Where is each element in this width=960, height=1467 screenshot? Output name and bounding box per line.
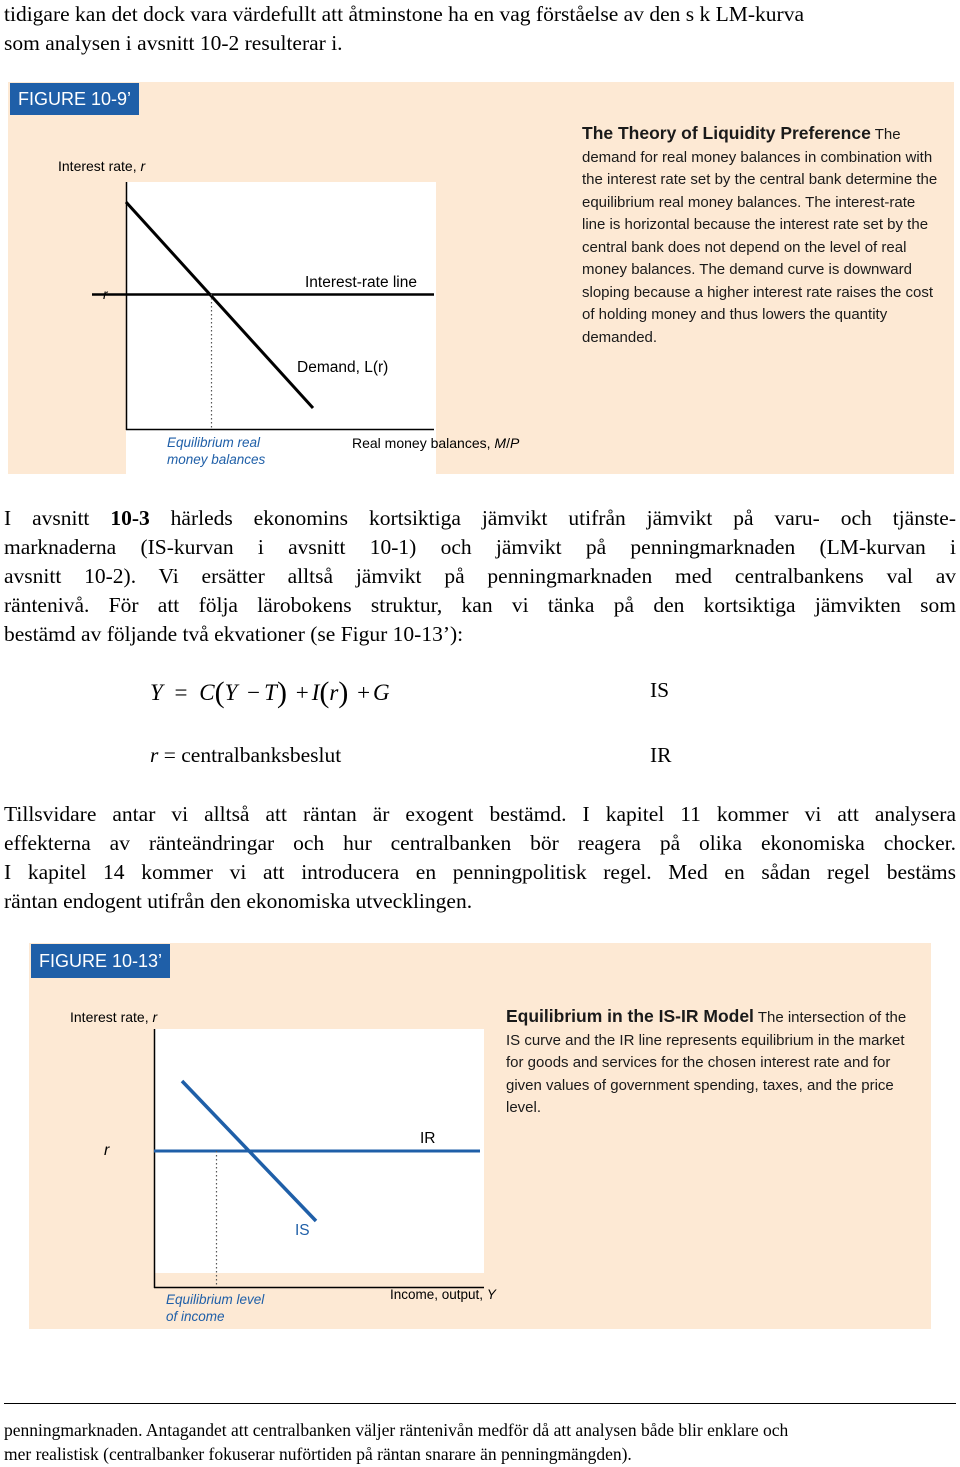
equilibrium-note: Equilibrium level of income — [166, 1292, 265, 1324]
para1-line-2: marknaderna (IS-kurvan i avsnitt 10-1) och jämvikt på penningmarknaden (LM-kurvan i — [4, 535, 956, 559]
x-axis-label: Real money balances, M/P — [352, 435, 520, 451]
ir-equation: r = centralbanksbeslut — [150, 743, 342, 767]
r-tick-label: r — [104, 1142, 110, 1159]
is-curve-label: IS — [295, 1222, 310, 1239]
is-ir-chart — [29, 943, 931, 1329]
figure-tag: FIGURE 10-13’ — [31, 944, 170, 978]
ir-equation-label: IR — [650, 743, 672, 767]
footnote-line-2: mer realistisk (centralbanker fokuserar nuförtiden på räntan snarare än penningmängden). — [4, 1444, 632, 1464]
para1-line-5: bestämd av följande två ekvationer (se Figur 10-13’): — [4, 622, 464, 646]
r-tick-label: r — [103, 286, 108, 302]
para2-line-1: Tillsvidare antar vi alltså att räntan är exogent bestämd. I kapitel 11 kommer vi att analysera — [4, 802, 956, 826]
caption-title: The Theory of Liquidity Preference — [582, 123, 871, 143]
para1-line-3: avsnitt 10-2). Vi ersätter alltså jämvikt på penningmarknaden med centralbankens val av — [4, 564, 956, 588]
para1-line-1: I avsnitt 10-3 härleds ekonomins kortsiktiga jämvikt utifrån jämvikt på varu- och tjänste- — [4, 506, 956, 530]
para2-line-2: effekterna av ränteändringar och hur centralbanken bör reagera på olika ekonomiska chocker. — [4, 831, 956, 855]
paragraph-1 — [4, 504, 956, 649]
para2-line-3: I kapitel 14 kommer vi att introducera en penningpolitisk regel. Med en sådan regel bestäms — [4, 860, 956, 884]
intro-line-2: som analysen i avsnitt 10-2 resulterar i. — [4, 31, 343, 55]
caption-body: The intersection of the IS curve and the IR line represents equilibrium in the market for goods and services for the chosen interest rate and for given values of government spending, taxes, and the price level. — [506, 1009, 907, 1116]
footnote — [4, 1418, 956, 1466]
interest-rate-line-label: Interest-rate line — [305, 274, 417, 291]
para1-line-4: räntenivå. För att följa lärobokens struktur, kan vi tänka på den kortsiktiga jämvikten som — [4, 593, 956, 617]
intro-line-1: tidigare kan det dock vara värdefullt att åtminstone ha en vag förståelse av den s k LM-kurva — [4, 2, 804, 26]
figure-10-9 — [8, 82, 954, 474]
para2-line-4: räntan endogent utifrån den ekonomiska utvecklingen. — [4, 889, 473, 913]
demand-curve-label: Demand, L(r) — [297, 359, 389, 376]
caption-body: The demand for real money balances in combination with the interest rate set by the central bank determine the equilibrium real money balances. The interest-rate line is horizontal because the interest rate set by the central bank does not depend on the level of real money balances. The demand curve is downward sloping because a higher interest rate raises the cost of holding money and thus lowers the quantity demanded. — [582, 126, 938, 346]
footnote-line-1: penningmarknaden. Antagandet att centralbanken väljer räntenivån medför då att analysen både blir enklare och — [4, 1420, 789, 1440]
y-axis-label: Interest rate, r — [58, 158, 146, 174]
y-axis-label: Interest rate, r — [70, 1009, 158, 1025]
footnote-separator — [4, 1403, 956, 1404]
paragraph-2 — [4, 800, 956, 916]
figure-tag: FIGURE 10-9’ — [10, 83, 139, 115]
is-equation: Y = C(Y − T) + I(r) + G — [150, 676, 390, 709]
demand-curve — [126, 202, 313, 408]
intro-text — [4, 0, 956, 58]
is-equation-label: IS — [650, 678, 670, 702]
x-axis-label: Income, output, Y — [390, 1287, 496, 1302]
figure-10-13 — [29, 943, 931, 1329]
figure-caption — [582, 122, 942, 349]
figure-caption — [506, 1005, 921, 1120]
caption-title: Equilibrium in the IS-IR Model — [506, 1006, 754, 1026]
equilibrium-note: Equilibrium real money balances — [167, 435, 266, 467]
ir-line-label: IR — [420, 1130, 436, 1147]
